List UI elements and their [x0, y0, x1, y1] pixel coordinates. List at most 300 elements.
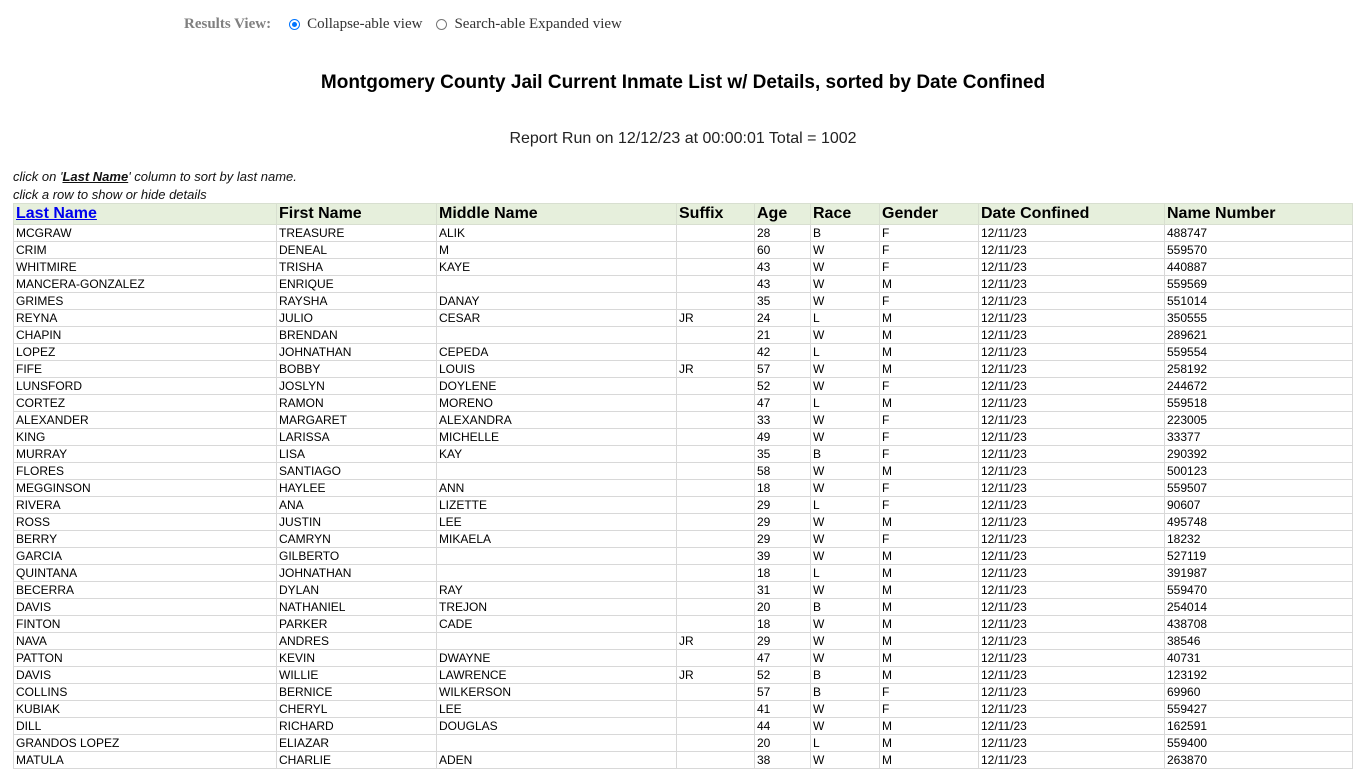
cell-race: L — [811, 497, 880, 514]
cell-name-number: 551014 — [1165, 293, 1353, 310]
cell-name-number: 90607 — [1165, 497, 1353, 514]
cell-gender: M — [880, 582, 979, 599]
cell-gender: M — [880, 650, 979, 667]
cell-race: W — [811, 480, 880, 497]
expanded-view-label[interactable]: Search-able Expanded view — [454, 16, 622, 32]
cell-date-confined: 12/11/23 — [979, 293, 1165, 310]
cell-first-name: RAMON — [277, 395, 437, 412]
cell-gender: F — [880, 531, 979, 548]
table-row[interactable] — [14, 718, 1353, 735]
cell-gender: M — [880, 548, 979, 565]
table-row[interactable] — [14, 259, 1353, 276]
cell-middle-name: CADE — [437, 616, 677, 633]
cell-age: 43 — [755, 259, 811, 276]
cell-age: 41 — [755, 701, 811, 718]
sort-hint-emphasis: Last Name — [62, 169, 129, 184]
cell-race: B — [811, 446, 880, 463]
cell-race: B — [811, 684, 880, 701]
cell-date-confined: 12/11/23 — [979, 497, 1165, 514]
cell-first-name: GILBERTO — [277, 548, 437, 565]
cell-date-confined: 12/11/23 — [979, 242, 1165, 259]
cell-first-name: JOSLYN — [277, 378, 437, 395]
cell-date-confined: 12/11/23 — [979, 463, 1165, 480]
cell-last-name: RIVERA — [14, 497, 277, 514]
cell-age: 42 — [755, 344, 811, 361]
cell-gender: F — [880, 412, 979, 429]
toggle-hint: click a row to show or hide details — [13, 187, 207, 202]
cell-name-number: 33377 — [1165, 429, 1353, 446]
cell-last-name: ROSS — [14, 514, 277, 531]
cell-last-name: KING — [14, 429, 277, 446]
cell-middle-name: MICHELLE — [437, 429, 677, 446]
cell-date-confined: 12/11/23 — [979, 599, 1165, 616]
cell-middle-name: DOYLENE — [437, 378, 677, 395]
cell-suffix — [677, 548, 755, 565]
table-row[interactable] — [14, 480, 1353, 497]
cell-last-name: GARCIA — [14, 548, 277, 565]
cell-date-confined: 12/11/23 — [979, 514, 1165, 531]
cell-age: 31 — [755, 582, 811, 599]
cell-last-name: MURRAY — [14, 446, 277, 463]
cell-last-name: LUNSFORD — [14, 378, 277, 395]
cell-date-confined: 12/11/23 — [979, 650, 1165, 667]
cell-suffix — [677, 259, 755, 276]
cell-suffix — [677, 429, 755, 446]
col-header-suffix: Suffix — [677, 204, 755, 225]
table-row[interactable] — [14, 582, 1353, 599]
cell-date-confined: 12/11/23 — [979, 531, 1165, 548]
cell-age: 18 — [755, 480, 811, 497]
cell-suffix — [677, 531, 755, 548]
cell-age: 57 — [755, 684, 811, 701]
cell-last-name: KUBIAK — [14, 701, 277, 718]
collapse-view-radio[interactable] — [289, 19, 300, 30]
cell-middle-name: DWAYNE — [437, 650, 677, 667]
cell-last-name: ALEXANDER — [14, 412, 277, 429]
cell-race: W — [811, 718, 880, 735]
cell-middle-name: TREJON — [437, 599, 677, 616]
table-row[interactable] — [14, 327, 1353, 344]
cell-first-name: SANTIAGO — [277, 463, 437, 480]
table-row[interactable] — [14, 650, 1353, 667]
cell-age: 52 — [755, 667, 811, 684]
cell-gender: M — [880, 633, 979, 650]
table-row[interactable] — [14, 633, 1353, 650]
cell-race: L — [811, 735, 880, 752]
cell-race: W — [811, 293, 880, 310]
cell-name-number: 40731 — [1165, 650, 1353, 667]
expanded-view-radio[interactable] — [436, 19, 447, 30]
cell-date-confined: 12/11/23 — [979, 412, 1165, 429]
inmate-table — [13, 203, 1353, 769]
table-row[interactable] — [14, 701, 1353, 718]
cell-name-number: 254014 — [1165, 599, 1353, 616]
table-row[interactable] — [14, 446, 1353, 463]
sort-hint — [13, 169, 297, 184]
table-row[interactable] — [14, 225, 1353, 242]
cell-suffix: JR — [677, 633, 755, 650]
cell-race: L — [811, 344, 880, 361]
cell-suffix: JR — [677, 310, 755, 327]
cell-date-confined: 12/11/23 — [979, 684, 1165, 701]
cell-age: 52 — [755, 378, 811, 395]
cell-last-name: WHITMIRE — [14, 259, 277, 276]
cell-first-name: ANA — [277, 497, 437, 514]
cell-name-number: 391987 — [1165, 565, 1353, 582]
cell-middle-name: LEE — [437, 701, 677, 718]
col-header-gender: Gender — [880, 204, 979, 225]
cell-age: 28 — [755, 225, 811, 242]
cell-gender: M — [880, 514, 979, 531]
cell-first-name: PARKER — [277, 616, 437, 633]
cell-age: 35 — [755, 293, 811, 310]
cell-gender: M — [880, 565, 979, 582]
cell-race: W — [811, 531, 880, 548]
cell-gender: F — [880, 429, 979, 446]
col-header-middle-name: Middle Name — [437, 204, 677, 225]
cell-race: B — [811, 225, 880, 242]
col-header-race: Race — [811, 204, 880, 225]
table-row[interactable] — [14, 361, 1353, 378]
cell-gender: F — [880, 259, 979, 276]
cell-suffix — [677, 650, 755, 667]
cell-gender: F — [880, 701, 979, 718]
table-row[interactable] — [14, 565, 1353, 582]
report-run-info: Report Run on 12/12/23 at 00:00:01 Total = 1002 — [509, 130, 857, 147]
cell-age: 47 — [755, 395, 811, 412]
cell-first-name: ENRIQUE — [277, 276, 437, 293]
cell-first-name: MARGARET — [277, 412, 437, 429]
cell-last-name: FINTON — [14, 616, 277, 633]
cell-gender: F — [880, 293, 979, 310]
cell-date-confined: 12/11/23 — [979, 225, 1165, 242]
collapse-view-option[interactable] — [289, 16, 422, 33]
col-header-age: Age — [755, 204, 811, 225]
cell-suffix — [677, 684, 755, 701]
cell-date-confined: 12/11/23 — [979, 667, 1165, 684]
table-row[interactable] — [14, 293, 1353, 310]
cell-last-name: REYNA — [14, 310, 277, 327]
cell-age: 39 — [755, 548, 811, 565]
cell-name-number: 123192 — [1165, 667, 1353, 684]
cell-gender: M — [880, 599, 979, 616]
table-row[interactable] — [14, 599, 1353, 616]
cell-first-name: BERNICE — [277, 684, 437, 701]
cell-gender: F — [880, 446, 979, 463]
cell-middle-name — [437, 548, 677, 565]
results-view-label: Results View: — [184, 16, 272, 32]
cell-date-confined: 12/11/23 — [979, 361, 1165, 378]
cell-name-number: 527119 — [1165, 548, 1353, 565]
cell-first-name: TRISHA — [277, 259, 437, 276]
cell-date-confined: 12/11/23 — [979, 718, 1165, 735]
cell-first-name: JULIO — [277, 310, 437, 327]
expanded-view-option[interactable] — [436, 16, 621, 33]
cell-middle-name: ALIK — [437, 225, 677, 242]
cell-name-number: 258192 — [1165, 361, 1353, 378]
cell-last-name: FLORES — [14, 463, 277, 480]
cell-name-number: 559470 — [1165, 582, 1353, 599]
cell-last-name: CHAPIN — [14, 327, 277, 344]
table-row[interactable] — [14, 429, 1353, 446]
col-header-last-name[interactable] — [14, 204, 277, 225]
table-row[interactable] — [14, 667, 1353, 684]
cell-gender: F — [880, 684, 979, 701]
col-header-date-confined: Date Confined — [979, 204, 1165, 225]
cell-date-confined: 12/11/23 — [979, 616, 1165, 633]
cell-date-confined: 12/11/23 — [979, 735, 1165, 752]
cell-last-name: CORTEZ — [14, 395, 277, 412]
cell-race: W — [811, 412, 880, 429]
cell-gender: M — [880, 752, 979, 769]
table-row[interactable] — [14, 395, 1353, 412]
cell-gender: M — [880, 718, 979, 735]
collapse-view-label[interactable]: Collapse-able view — [307, 16, 423, 32]
cell-middle-name: ALEXANDRA — [437, 412, 677, 429]
cell-first-name: LISA — [277, 446, 437, 463]
table-row[interactable] — [14, 531, 1353, 548]
cell-date-confined: 12/11/23 — [979, 548, 1165, 565]
cell-first-name: WILLIE — [277, 667, 437, 684]
table-row[interactable] — [14, 497, 1353, 514]
cell-age: 35 — [755, 446, 811, 463]
cell-name-number: 69960 — [1165, 684, 1353, 701]
cell-age: 33 — [755, 412, 811, 429]
cell-last-name: CRIM — [14, 242, 277, 259]
cell-suffix — [677, 701, 755, 718]
cell-date-confined: 12/11/23 — [979, 480, 1165, 497]
cell-date-confined: 12/11/23 — [979, 446, 1165, 463]
table-body — [14, 225, 1353, 769]
cell-first-name: RAYSHA — [277, 293, 437, 310]
table-row[interactable] — [14, 548, 1353, 565]
cell-suffix — [677, 378, 755, 395]
cell-age: 21 — [755, 327, 811, 344]
cell-first-name: CHARLIE — [277, 752, 437, 769]
cell-first-name: DYLAN — [277, 582, 437, 599]
cell-date-confined: 12/11/23 — [979, 633, 1165, 650]
cell-date-confined: 12/11/23 — [979, 582, 1165, 599]
cell-race: W — [811, 701, 880, 718]
cell-age: 24 — [755, 310, 811, 327]
cell-gender: M — [880, 276, 979, 293]
cell-first-name: JUSTIN — [277, 514, 437, 531]
cell-suffix — [677, 395, 755, 412]
cell-first-name: LARISSA — [277, 429, 437, 446]
cell-date-confined: 12/11/23 — [979, 378, 1165, 395]
cell-race: W — [811, 514, 880, 531]
cell-gender: M — [880, 361, 979, 378]
table-row[interactable] — [14, 514, 1353, 531]
cell-suffix — [677, 752, 755, 769]
cell-middle-name: M — [437, 242, 677, 259]
cell-suffix — [677, 616, 755, 633]
cell-date-confined: 12/11/23 — [979, 344, 1165, 361]
cell-race: W — [811, 259, 880, 276]
cell-last-name: GRANDOS LOPEZ — [14, 735, 277, 752]
cell-suffix — [677, 242, 755, 259]
table-row[interactable] — [14, 616, 1353, 633]
table-row[interactable] — [14, 310, 1353, 327]
cell-middle-name: MIKAELA — [437, 531, 677, 548]
cell-first-name: NATHANIEL — [277, 599, 437, 616]
cell-age: 20 — [755, 735, 811, 752]
cell-middle-name — [437, 633, 677, 650]
table-row[interactable] — [14, 344, 1353, 361]
cell-suffix — [677, 497, 755, 514]
cell-last-name: MATULA — [14, 752, 277, 769]
cell-last-name: DAVIS — [14, 599, 277, 616]
cell-first-name: HAYLEE — [277, 480, 437, 497]
cell-age: 29 — [755, 497, 811, 514]
table-row[interactable] — [14, 378, 1353, 395]
cell-suffix — [677, 293, 755, 310]
cell-gender: M — [880, 667, 979, 684]
cell-race: W — [811, 650, 880, 667]
cell-last-name: BERRY — [14, 531, 277, 548]
page-title: Montgomery County Jail Current Inmate List w/ Details, sorted by Date Confined — [320, 72, 1046, 93]
cell-name-number: 290392 — [1165, 446, 1353, 463]
cell-name-number: 559518 — [1165, 395, 1353, 412]
cell-gender: M — [880, 344, 979, 361]
cell-first-name: CHERYL — [277, 701, 437, 718]
cell-last-name: NAVA — [14, 633, 277, 650]
cell-race: W — [811, 582, 880, 599]
cell-gender: F — [880, 225, 979, 242]
cell-suffix — [677, 718, 755, 735]
cell-age: 29 — [755, 633, 811, 650]
table-row[interactable] — [14, 735, 1353, 752]
cell-race: W — [811, 242, 880, 259]
cell-date-confined: 12/11/23 — [979, 701, 1165, 718]
cell-date-confined: 12/11/23 — [979, 429, 1165, 446]
cell-middle-name: CEPEDA — [437, 344, 677, 361]
cell-last-name: BECERRA — [14, 582, 277, 599]
cell-age: 60 — [755, 242, 811, 259]
col-header-first-name: First Name — [277, 204, 437, 225]
cell-middle-name: ANN — [437, 480, 677, 497]
cell-suffix: JR — [677, 667, 755, 684]
cell-middle-name: WILKERSON — [437, 684, 677, 701]
cell-name-number: 440887 — [1165, 259, 1353, 276]
table-row[interactable] — [14, 242, 1353, 259]
cell-race: W — [811, 548, 880, 565]
cell-name-number: 38546 — [1165, 633, 1353, 650]
cell-first-name: JOHNATHAN — [277, 565, 437, 582]
cell-age: 18 — [755, 565, 811, 582]
table-row[interactable] — [14, 463, 1353, 480]
cell-middle-name: LEE — [437, 514, 677, 531]
cell-gender: F — [880, 378, 979, 395]
cell-name-number: 18232 — [1165, 531, 1353, 548]
cell-race: W — [811, 752, 880, 769]
cell-suffix — [677, 599, 755, 616]
cell-name-number: 559427 — [1165, 701, 1353, 718]
cell-suffix — [677, 276, 755, 293]
cell-name-number: 559554 — [1165, 344, 1353, 361]
cell-age: 57 — [755, 361, 811, 378]
cell-date-confined: 12/11/23 — [979, 327, 1165, 344]
cell-suffix — [677, 565, 755, 582]
col-header-name-number: Name Number — [1165, 204, 1353, 225]
cell-age: 49 — [755, 429, 811, 446]
cell-name-number: 559569 — [1165, 276, 1353, 293]
cell-gender: M — [880, 463, 979, 480]
cell-suffix — [677, 463, 755, 480]
cell-first-name: ANDRES — [277, 633, 437, 650]
cell-name-number: 162591 — [1165, 718, 1353, 735]
cell-middle-name: KAY — [437, 446, 677, 463]
cell-gender: M — [880, 310, 979, 327]
cell-race: W — [811, 276, 880, 293]
cell-suffix — [677, 735, 755, 752]
cell-date-confined: 12/11/23 — [979, 565, 1165, 582]
cell-age: 38 — [755, 752, 811, 769]
cell-age: 47 — [755, 650, 811, 667]
cell-middle-name — [437, 327, 677, 344]
cell-middle-name — [437, 276, 677, 293]
cell-gender: F — [880, 480, 979, 497]
table-row[interactable] — [14, 684, 1353, 701]
cell-gender: F — [880, 242, 979, 259]
cell-age: 58 — [755, 463, 811, 480]
table-row[interactable] — [14, 412, 1353, 429]
cell-last-name: COLLINS — [14, 684, 277, 701]
cell-race: W — [811, 361, 880, 378]
cell-last-name: QUINTANA — [14, 565, 277, 582]
cell-first-name: TREASURE — [277, 225, 437, 242]
cell-middle-name: LAWRENCE — [437, 667, 677, 684]
cell-middle-name: DANAY — [437, 293, 677, 310]
cell-date-confined: 12/11/23 — [979, 310, 1165, 327]
cell-last-name: PATTON — [14, 650, 277, 667]
cell-suffix — [677, 480, 755, 497]
cell-middle-name — [437, 463, 677, 480]
cell-name-number: 438708 — [1165, 616, 1353, 633]
cell-age: 43 — [755, 276, 811, 293]
cell-middle-name: KAYE — [437, 259, 677, 276]
sort-hint-suffix: ' column to sort by last name. — [128, 169, 297, 184]
cell-middle-name: DOUGLAS — [437, 718, 677, 735]
sort-by-last-name-link[interactable]: Last Name — [16, 205, 97, 222]
cell-gender: M — [880, 616, 979, 633]
cell-last-name: DAVIS — [14, 667, 277, 684]
cell-suffix: JR — [677, 361, 755, 378]
cell-race: L — [811, 565, 880, 582]
sort-hint-prefix: click on ' — [13, 169, 63, 184]
cell-gender: M — [880, 395, 979, 412]
cell-name-number: 488747 — [1165, 225, 1353, 242]
cell-suffix — [677, 582, 755, 599]
cell-suffix — [677, 446, 755, 463]
cell-name-number: 559507 — [1165, 480, 1353, 497]
cell-name-number: 289621 — [1165, 327, 1353, 344]
cell-middle-name: LIZETTE — [437, 497, 677, 514]
cell-race: W — [811, 327, 880, 344]
cell-gender: M — [880, 735, 979, 752]
table-row[interactable] — [14, 276, 1353, 293]
cell-first-name: JOHNATHAN — [277, 344, 437, 361]
cell-age: 20 — [755, 599, 811, 616]
cell-name-number: 223005 — [1165, 412, 1353, 429]
cell-gender: M — [880, 327, 979, 344]
cell-middle-name — [437, 735, 677, 752]
cell-suffix — [677, 344, 755, 361]
cell-date-confined: 12/11/23 — [979, 395, 1165, 412]
table-row[interactable] — [14, 752, 1353, 769]
cell-date-confined: 12/11/23 — [979, 752, 1165, 769]
cell-middle-name — [437, 565, 677, 582]
